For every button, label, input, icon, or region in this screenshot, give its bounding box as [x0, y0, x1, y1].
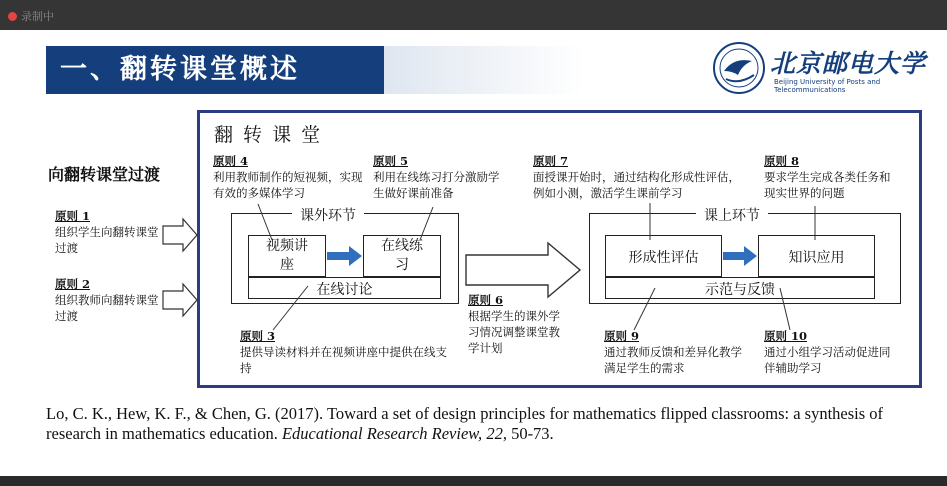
principle-3	[240, 328, 455, 376]
practice-label: 在线练习	[381, 238, 423, 273]
recording-indicator[interactable]	[8, 8, 54, 24]
principle-9-title: 原则 9	[604, 329, 640, 343]
arrow-p2-icon	[163, 284, 197, 316]
principle-4	[213, 153, 363, 201]
record-icon	[8, 12, 17, 21]
application-label: 知识应用	[788, 250, 845, 266]
principle-10	[764, 328, 899, 376]
arrow-p1-icon	[163, 219, 197, 251]
logo-english-name: Beijing University of Posts and Telecommunications	[774, 78, 881, 94]
principle-4-text: 利用教师制作的短视频，实现有效的多媒体学习	[213, 170, 363, 200]
top-bar	[0, 0, 947, 30]
citation-main: Lo, C. K., Hew, K. F., & Chen, G. (2017). Toward a set of design principles for mathematics flipped classrooms: a synthesis of research in mathematics education.	[46, 404, 884, 443]
citation-volume: 22	[486, 424, 503, 443]
bottom-bar	[0, 476, 947, 486]
principle-5-title: 原则 5	[373, 154, 409, 168]
principle-2-title: 原则 2	[55, 277, 91, 291]
slide-title: 一、翻转课堂概述	[46, 46, 384, 94]
out-of-class-label: 课外环节	[292, 205, 364, 225]
principle-8	[764, 153, 899, 201]
video-label: 视频讲座	[266, 238, 308, 273]
principle-2-text: 组织教师向翻转课堂过渡	[55, 293, 159, 323]
principle-10-text: 通过小组学习活动促进同伴辅助学习	[764, 345, 891, 375]
principle-10-title: 原则 10	[764, 329, 808, 343]
principle-1-title: 原则 1	[55, 209, 91, 223]
principle-8-text: 要求学生完成各类任务和现实世界的问题	[764, 170, 891, 200]
slide	[0, 30, 947, 476]
data-driven-arrow-icon	[466, 243, 580, 297]
citation-journal: Educational Research Review,	[281, 424, 483, 443]
principle-9-text: 通过教师反馈和差异化教学满足学生的需求	[604, 345, 742, 375]
principle-3-text: 提供导读材料并在视频讲座中提供在线支持	[240, 345, 447, 375]
in-class-label: 课上环节	[696, 205, 768, 225]
principle-8-title: 原则 8	[764, 154, 800, 168]
logo-chinese-name: 北京邮电大学	[770, 49, 927, 78]
demo-label: 示范与反馈	[705, 282, 775, 298]
principle-7-title: 原则 7	[533, 154, 569, 168]
principle-6-text: 根据学生的课外学习情况调整课堂教学计划	[468, 309, 560, 355]
assessment-label: 形成性评估	[628, 250, 699, 266]
principle-7	[533, 153, 743, 201]
principle-3-title: 原则 3	[240, 329, 276, 343]
assessment-to-application-arrow-icon	[723, 246, 757, 266]
reference-citation	[46, 404, 926, 444]
principle-6-title: 原则 6	[468, 293, 504, 307]
discussion-label: 在线讨论	[316, 282, 373, 298]
transition-heading: 向翻转课堂过渡	[48, 165, 161, 184]
principle-4-title: 原则 4	[213, 154, 249, 168]
principle-5-text: 利用在线练习打分激励学生做好课前准备	[373, 170, 500, 200]
frame-title: 翻 转 课 堂	[214, 124, 323, 146]
principle-9	[604, 328, 749, 376]
recording-label: 录制中	[21, 10, 54, 23]
principle-1-text: 组织学生向翻转课堂过渡	[55, 225, 159, 255]
principle-6	[468, 292, 568, 356]
principle-7-text: 面授课开始时，通过结构化形成性评估，例如小测，激活学生课前学习	[533, 170, 740, 200]
video-to-practice-arrow-icon	[327, 246, 362, 266]
citation-pages: , 50-73.	[502, 424, 554, 443]
principle-5	[373, 153, 508, 201]
